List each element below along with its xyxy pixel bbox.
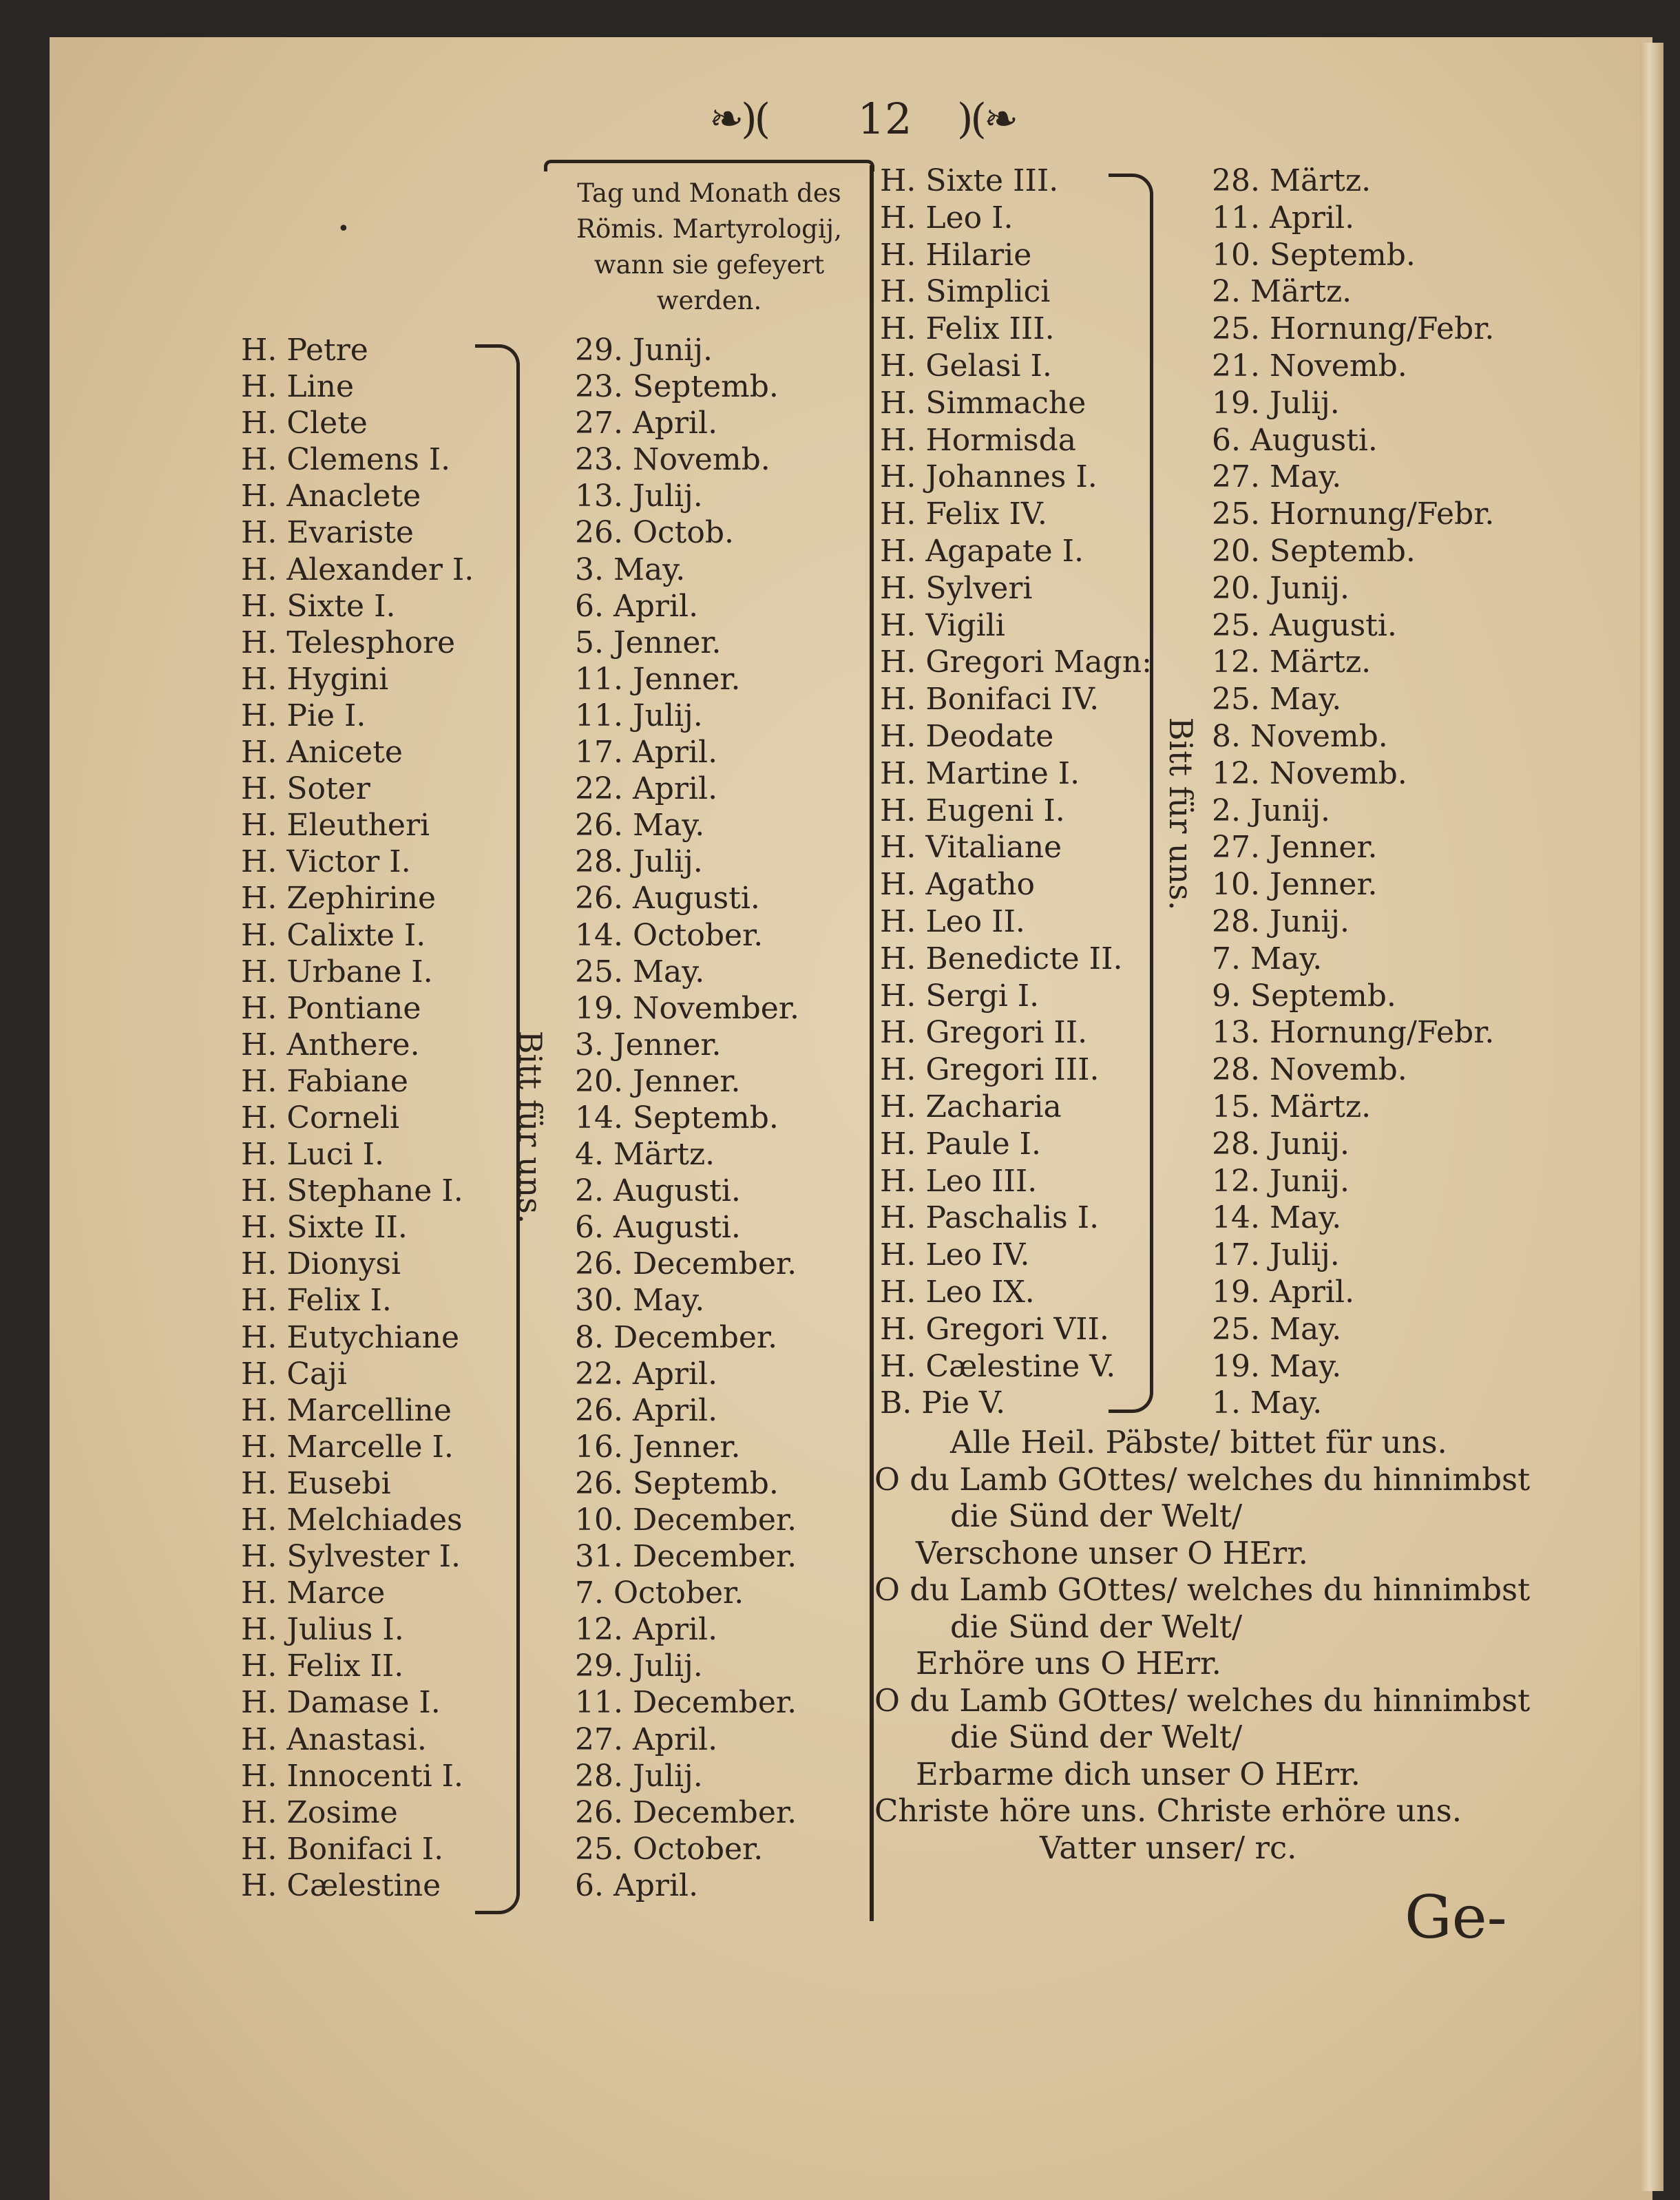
pope-name: H. Hygini <box>241 661 389 697</box>
feast-date: 2. Augusti. <box>575 1173 741 1209</box>
pope-name: H. Marcelline <box>241 1392 452 1428</box>
heading-rule <box>544 160 874 171</box>
pope-name: H. Benedicte II. <box>880 941 1123 976</box>
agnus-dei-3a: O du Lamb GOttes/ welches du hinnimbst <box>874 1682 1531 1719</box>
feast-date: 25. Augusti. <box>1212 607 1397 643</box>
pope-name: H. Sergi I. <box>880 978 1040 1014</box>
feast-date: 14. May. <box>1212 1200 1342 1236</box>
feast-date: 20. Junij. <box>1212 570 1350 606</box>
pope-name: H. Pontiane <box>241 990 421 1026</box>
feast-date: 14. October. <box>575 917 764 953</box>
feast-date: 26. Augusti. <box>575 881 760 916</box>
feast-date: 20. Jenner. <box>575 1063 741 1099</box>
right-brace <box>1109 174 1153 1413</box>
pope-name: H. Leo III. <box>880 1163 1038 1199</box>
pope-name: H. Zacharia <box>880 1089 1062 1124</box>
feast-date: 27. May. <box>1212 459 1342 495</box>
agnus-dei-2a: O du Lamb GOttes/ welches du hinnimbst <box>874 1571 1531 1608</box>
feast-date: 15. Märtz. <box>1212 1089 1372 1124</box>
pope-name: H. Hormisda <box>880 422 1077 458</box>
pope-name: H. Fabiane <box>241 1063 408 1099</box>
pope-name: H. Zephirine <box>241 881 437 916</box>
feast-date: 7. October. <box>575 1575 744 1611</box>
pope-name: H. Gregori II. <box>880 1015 1088 1051</box>
feast-date: 6. Augusti. <box>575 1210 741 1246</box>
pope-name: H. Julius I. <box>241 1612 404 1648</box>
pope-name: H. Urbane I. <box>241 954 433 989</box>
christe-line: Christe höre uns. Christe erhöre uns. <box>874 1792 1462 1829</box>
heading-line-1: Tag und Monath des <box>577 178 841 208</box>
feast-date: 28. Junij. <box>1212 903 1350 939</box>
pope-name: H. Eutychiane <box>241 1319 460 1355</box>
agnus-dei-1b: die Sünd der Welt/ <box>950 1498 1243 1534</box>
agnus-dei-1c: Verschone unser O HErr. <box>916 1534 1308 1571</box>
agnus-dei-3c: Erbarme dich unser O HErr. <box>916 1755 1361 1792</box>
feast-date: 27. Jenner. <box>1212 830 1378 866</box>
feast-date: 28. Julij. <box>575 1758 703 1794</box>
pope-name: H. Martine I. <box>880 755 1080 791</box>
feast-date: 12. Junij. <box>1212 1163 1350 1199</box>
feast-date: 29. Julij. <box>575 1648 703 1684</box>
feast-date: 25. Hornung/Febr. <box>1212 311 1495 347</box>
left-pope-list <box>241 332 474 1904</box>
feast-date: 20. Septemb. <box>1212 533 1416 569</box>
feast-date: 19. April. <box>1212 1274 1355 1310</box>
right-date-list <box>1212 163 1494 1422</box>
pope-name: B. Pie V. <box>880 1385 1006 1421</box>
all-popes-line: Alle Heil. Päbste/ bittet für uns. <box>950 1424 1447 1460</box>
pope-name: H. Vigili <box>880 607 1005 643</box>
agnus-dei-3b: die Sünd der Welt/ <box>950 1719 1243 1755</box>
pope-name: H. Calixte I. <box>241 917 426 953</box>
ink-mark: • <box>337 217 350 241</box>
pope-name: H. Eugeni I. <box>880 793 1065 828</box>
feast-date: 6. Augusti. <box>1212 422 1378 458</box>
right-response-vertical: Bitt für uns. <box>1162 717 1199 911</box>
pope-name: H. Bonifaci I. <box>241 1831 444 1867</box>
pope-name: H. Agapate I. <box>880 533 1084 569</box>
agnus-dei-2b: die Sünd der Welt/ <box>950 1608 1243 1645</box>
feast-date: 11. December. <box>575 1685 797 1721</box>
feast-date: 29. Junij. <box>575 333 713 368</box>
pope-name: H. Leo II. <box>880 903 1025 939</box>
pope-name: H. Gregori Magn: <box>880 645 1152 680</box>
pope-name: H. Clete <box>241 406 368 441</box>
feast-date: 13. Hornung/Febr. <box>1212 1015 1495 1051</box>
pope-name: H. Stephane I. <box>241 1173 463 1209</box>
pope-name: H. Johannes I. <box>880 459 1098 495</box>
feast-date: 23. Novemb. <box>575 442 770 478</box>
feast-date: 8. Novemb. <box>1212 718 1388 754</box>
ornament-right: )(❧ <box>957 95 1016 143</box>
pope-name: H. Sixte I. <box>241 588 396 624</box>
catchword: Ge- <box>1405 1883 1507 1952</box>
page-edge <box>1640 43 1663 2191</box>
pope-name: H. Gelasi I. <box>880 348 1052 384</box>
feast-date: 26. Septemb. <box>575 1465 779 1501</box>
feast-date: 19. May. <box>1212 1348 1342 1384</box>
feast-date: 28. Märtz. <box>1212 163 1372 198</box>
feast-date: 31. December. <box>575 1539 797 1575</box>
left-response-vertical: Bitt für uns. <box>512 1030 549 1224</box>
feast-date: 25. Hornung/Febr. <box>1212 496 1495 532</box>
pope-name: H. Leo I. <box>880 200 1014 235</box>
feast-date: 28. Junij. <box>1212 1126 1350 1162</box>
pope-name: H. Damase I. <box>241 1685 441 1721</box>
pope-name: H. Felix III. <box>880 311 1055 347</box>
pope-name: H. Simmache <box>880 385 1086 421</box>
pope-name: H. Cælestine V. <box>880 1348 1116 1384</box>
pope-name: H. Corneli <box>241 1100 400 1135</box>
feast-date: 26. December. <box>575 1246 797 1282</box>
pope-name: H. Anaclete <box>241 479 421 514</box>
feast-date: 10. Septemb. <box>1212 237 1416 273</box>
feast-date: 12. April. <box>575 1612 718 1648</box>
pope-name: H. Sixte III. <box>880 163 1059 198</box>
pope-name: H. Anastasi. <box>241 1721 427 1757</box>
feast-date: 22. April. <box>575 1356 718 1392</box>
feast-date: 17. April. <box>575 735 718 771</box>
agnus-dei-1a: O du Lamb GOttes/ welches du hinnimbst <box>874 1460 1531 1498</box>
feast-date: 16. Jenner. <box>575 1429 741 1465</box>
pope-name: H. Hilarie <box>880 237 1032 273</box>
ornament-left: ❧)( <box>709 95 768 143</box>
pope-name: H. Anthere. <box>241 1027 420 1062</box>
feast-date: 28. Novemb. <box>1212 1052 1407 1088</box>
pope-name: H. Line <box>241 369 355 405</box>
pope-name: H. Melchiades <box>241 1502 463 1538</box>
pope-name: H. Leo IX. <box>880 1274 1035 1310</box>
pope-name: H. Petre <box>241 333 368 368</box>
feast-date: 26. May. <box>575 808 705 844</box>
pope-name: H. Simplici <box>880 274 1051 310</box>
pope-name: H. Paschalis I. <box>880 1200 1100 1236</box>
pope-name: H. Bonifaci IV. <box>880 682 1100 717</box>
feast-date: 13. Julij. <box>575 479 703 514</box>
feast-date: 26. Octob. <box>575 515 734 551</box>
feast-date: 7. May. <box>1212 941 1323 976</box>
feast-date: 30. May. <box>575 1283 705 1319</box>
heading-line-2: Römis. Martyrologij, <box>576 214 842 244</box>
pope-name: H. Alexander I. <box>241 552 474 587</box>
feast-date: 9. Septemb. <box>1212 978 1396 1014</box>
heading-line-3: wann sie gefeyert <box>594 250 825 280</box>
feast-date: 12. Novemb. <box>1212 755 1407 791</box>
feast-date: 5. Jenner. <box>575 625 722 660</box>
pope-name: H. Leo IV. <box>880 1237 1030 1273</box>
pope-name: H. Marce <box>241 1575 386 1611</box>
feast-date: 26. April. <box>575 1392 718 1428</box>
pope-name: H. Dionysi <box>241 1246 401 1282</box>
feast-date: 11. Julij. <box>575 698 703 733</box>
feast-date: 10. Jenner. <box>1212 867 1378 903</box>
feast-date: 6. April. <box>575 1867 699 1903</box>
pope-name: H. Victor I. <box>241 844 411 880</box>
pope-name: H. Agatho <box>880 867 1036 903</box>
feast-date: 23. Septemb. <box>575 369 779 405</box>
feast-date: 28. Julij. <box>575 844 703 880</box>
agnus-dei-2c: Erhöre uns O HErr. <box>916 1645 1221 1682</box>
page-header <box>709 90 1053 151</box>
pope-name: H. Deodate <box>880 718 1054 754</box>
feast-date: 14. Septemb. <box>575 1100 779 1135</box>
vatter-unser-line: Vatter unser/ rc. <box>1040 1829 1297 1866</box>
feast-date: 17. Julij. <box>1212 1237 1340 1273</box>
pope-name: H. Sylveri <box>880 570 1033 606</box>
litany-block <box>874 1424 1577 1866</box>
feast-date: 25. May. <box>575 954 705 989</box>
feast-date: 6. April. <box>575 588 699 624</box>
pope-name: H. Felix IV. <box>880 496 1047 532</box>
pope-name: H. Marcelle I. <box>241 1429 454 1465</box>
pope-name: H. Eusebi <box>241 1465 391 1501</box>
feast-date: 2. Märtz. <box>1212 274 1352 310</box>
feast-date: 2. Junij. <box>1212 793 1330 828</box>
page-number: 12 <box>857 94 912 144</box>
feast-date: 4. Märtz. <box>575 1137 715 1173</box>
feast-date: 1. May. <box>1212 1385 1323 1421</box>
column-divider <box>870 165 874 1921</box>
pope-name: H. Luci I. <box>241 1137 384 1173</box>
date-column-heading <box>544 160 874 319</box>
feast-date: 3. May. <box>575 552 686 587</box>
pope-name: H. Paule I. <box>880 1126 1042 1162</box>
pope-name: H. Soter <box>241 771 370 807</box>
pope-name: H. Vitaliane <box>880 830 1062 866</box>
feast-date: 10. December. <box>575 1502 797 1538</box>
feast-date: 8. December. <box>575 1319 778 1355</box>
feast-date: 11. Jenner. <box>575 661 741 697</box>
feast-date: 25. May. <box>1212 682 1342 717</box>
pope-name: H. Pie I. <box>241 698 366 733</box>
pope-name: H. Gregori III. <box>880 1052 1100 1088</box>
pope-name: H. Sylvester I. <box>241 1539 461 1575</box>
pope-name: H. Zosime <box>241 1794 398 1830</box>
pope-name: H. Evariste <box>241 515 414 551</box>
feast-date: 25. October. <box>575 1831 764 1867</box>
pope-name: H. Sixte II. <box>241 1210 408 1246</box>
pope-name: H. Caji <box>241 1356 347 1392</box>
feast-date: 27. April. <box>575 1721 718 1757</box>
pope-name: H. Felix II. <box>241 1648 404 1684</box>
feast-date: 3. Jenner. <box>575 1027 722 1062</box>
pope-name: H. Anicete <box>241 735 403 771</box>
pope-name: H. Clemens I. <box>241 442 451 478</box>
pope-name: H. Eleutheri <box>241 808 430 844</box>
feast-date: 21. Novemb. <box>1212 348 1407 384</box>
feast-date: 22. April. <box>575 771 718 807</box>
pope-name: H. Telesphore <box>241 625 456 660</box>
feast-date: 27. April. <box>575 406 718 441</box>
feast-date: 19. Julij. <box>1212 385 1340 421</box>
pope-name: H. Innocenti I. <box>241 1758 464 1794</box>
pope-name: H. Felix I. <box>241 1283 392 1319</box>
feast-date: 19. November. <box>575 990 799 1026</box>
feast-date: 25. May. <box>1212 1311 1342 1347</box>
pope-name: H. Gregori VII. <box>880 1311 1109 1347</box>
heading-line-4: werden. <box>656 286 762 315</box>
feast-date: 12. Märtz. <box>1212 645 1372 680</box>
left-date-list <box>575 332 799 1904</box>
feast-date: 11. April. <box>1212 200 1355 235</box>
pope-name: H. Cælestine <box>241 1867 441 1903</box>
feast-date: 26. December. <box>575 1794 797 1830</box>
